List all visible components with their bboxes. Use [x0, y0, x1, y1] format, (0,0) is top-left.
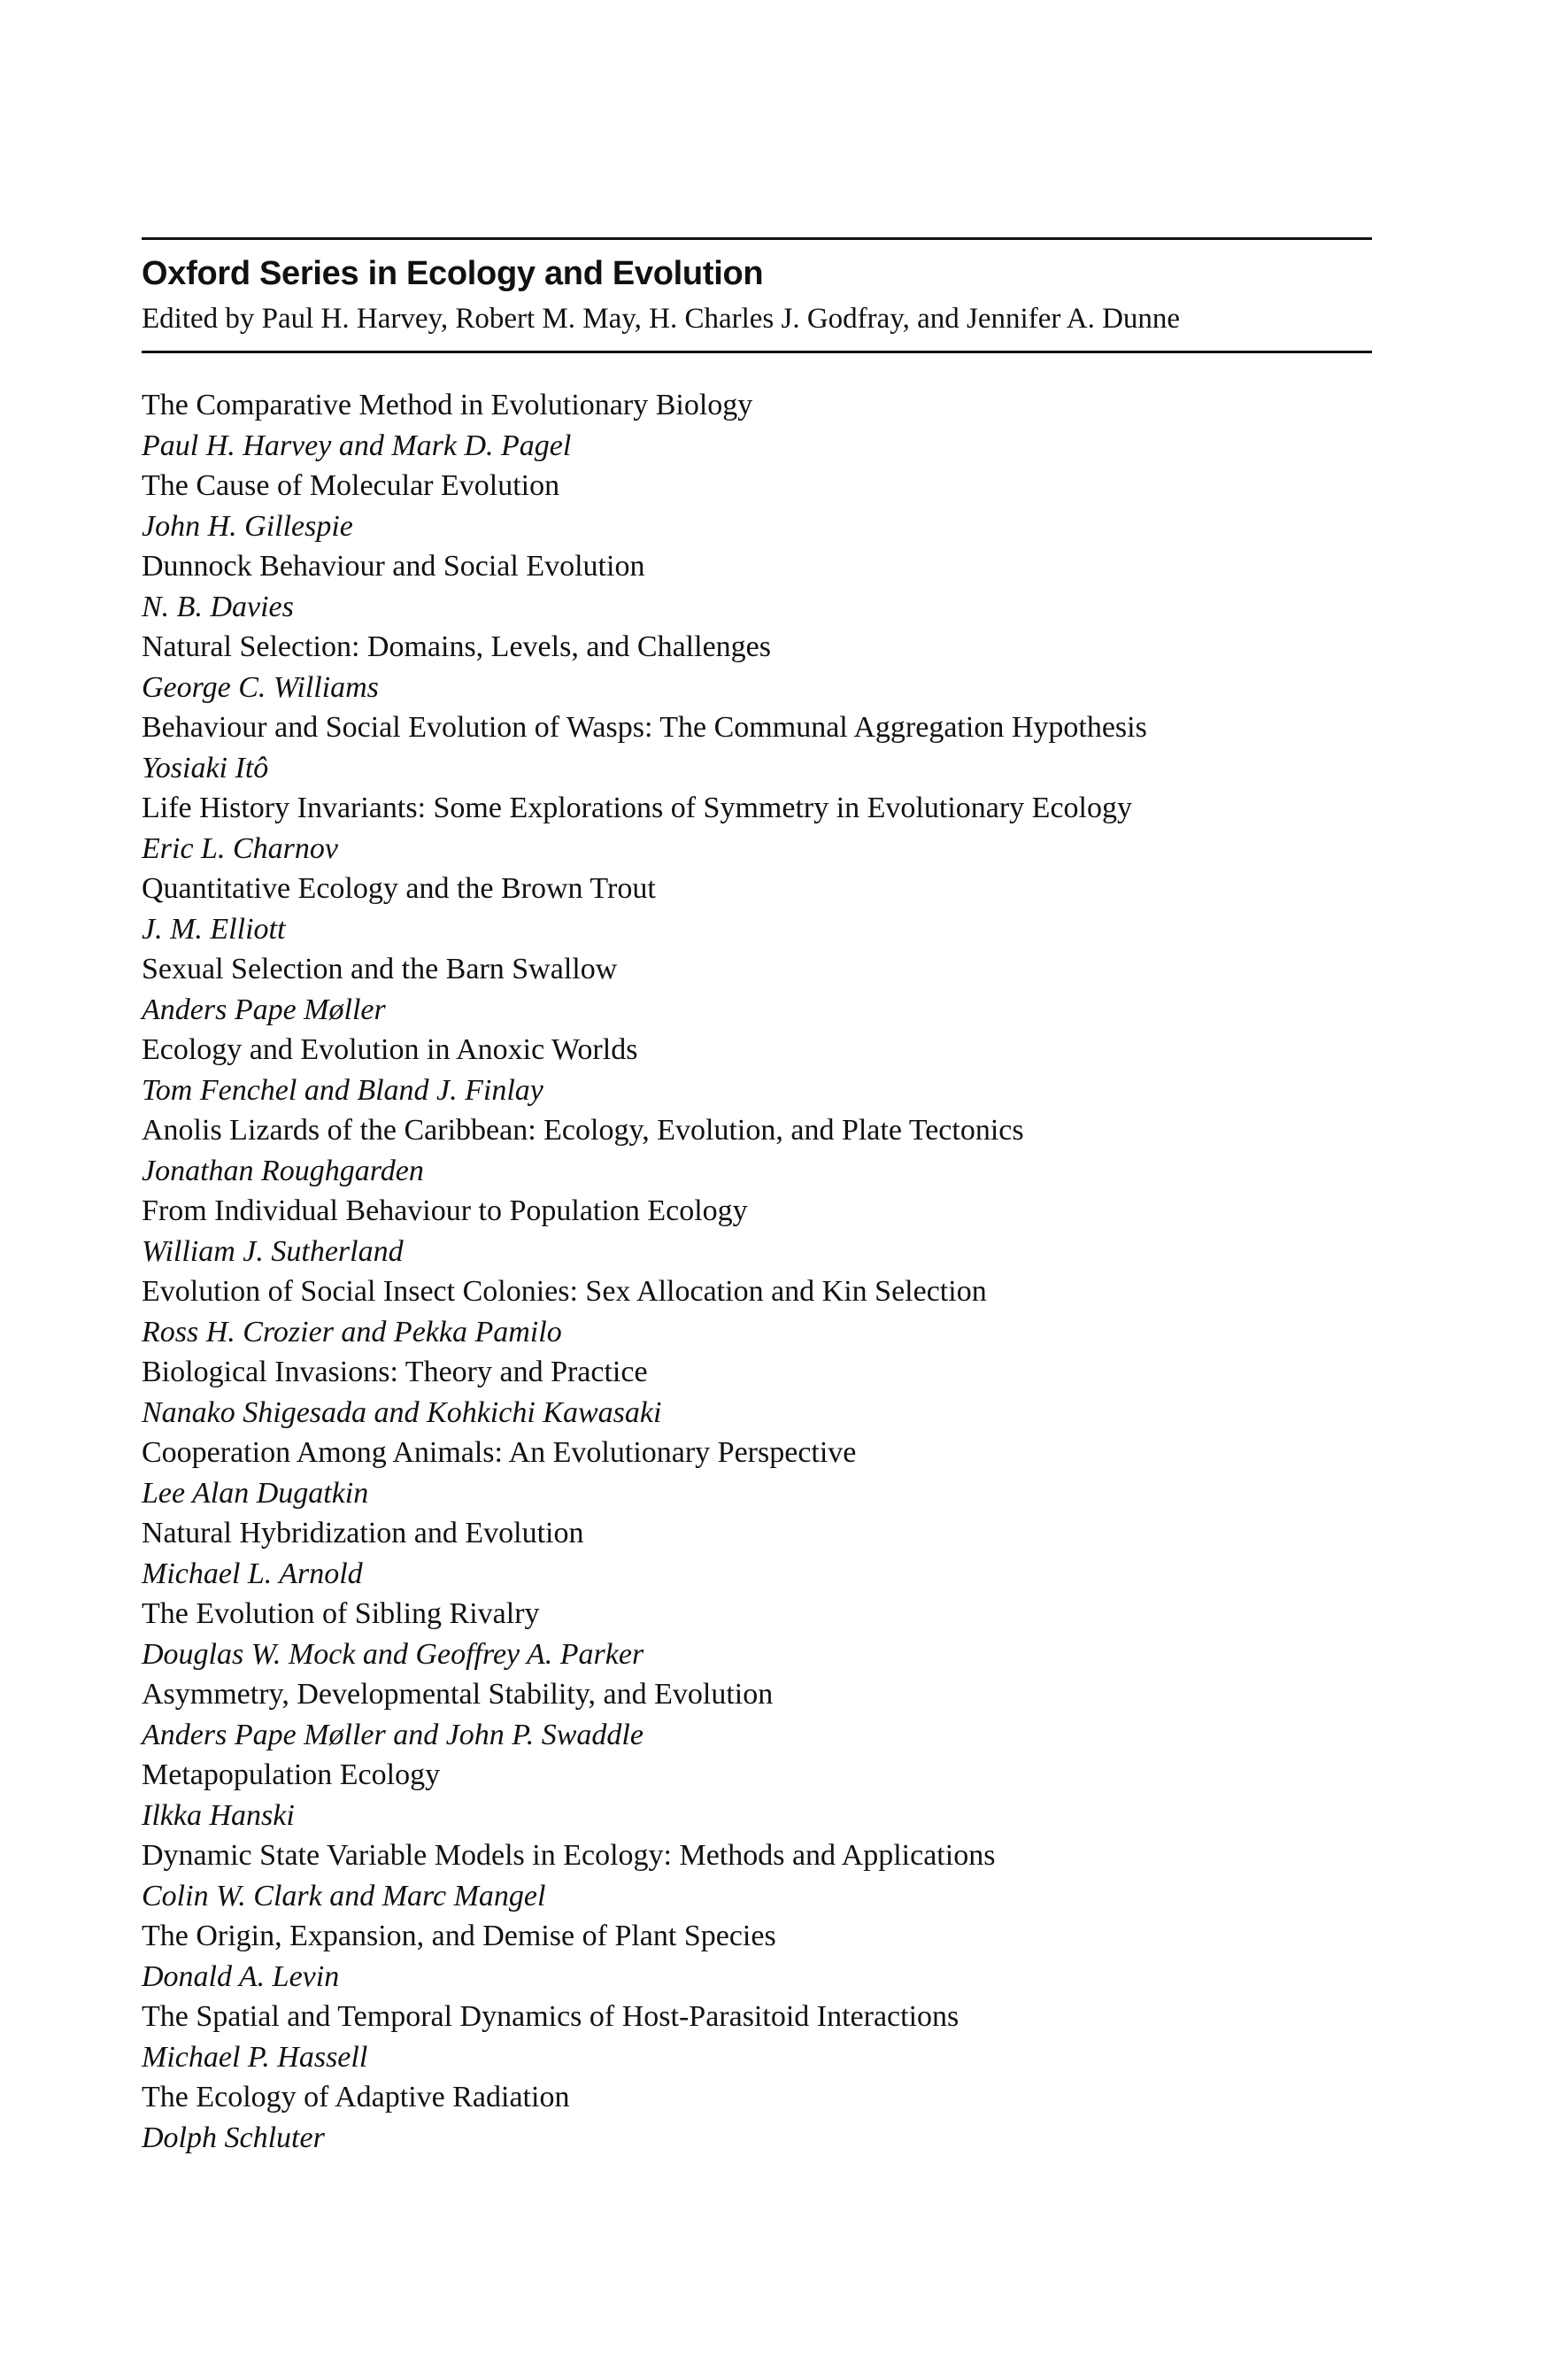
- book-title: Life History Invariants: Some Explorations of Symmetry in Evolutionary Ecology: [142, 792, 1132, 824]
- book-author: William J. Sutherland: [142, 1234, 404, 1268]
- book-author: Lee Alan Dugatkin: [142, 1476, 369, 1510]
- book-author: Anders Pape Møller and John P. Swaddle: [142, 1718, 643, 1751]
- book-entry: [142, 1191, 1372, 1271]
- book-author: Colin W. Clark and Marc Mangel: [142, 1879, 546, 1912]
- book-entry: [142, 1674, 1372, 1755]
- book-title: Sexual Selection and the Barn Swallow: [142, 953, 618, 985]
- book-author: N. B. Davies: [142, 590, 294, 623]
- book-title: Anolis Lizards of the Caribbean: Ecology, Evolution, and Plate Tectonics: [142, 1114, 1024, 1147]
- book-title: Dunnock Behaviour and Social Evolution: [142, 550, 645, 583]
- book-entry: [142, 1594, 1372, 1674]
- book-author: Anders Pape Møller: [142, 993, 386, 1026]
- book-author: George C. Williams: [142, 670, 379, 704]
- book-author: J. M. Elliott: [142, 912, 286, 946]
- book-title: Quantitative Ecology and the Brown Trout: [142, 872, 656, 905]
- book-author: Dolph Schluter: [142, 2121, 325, 2154]
- book-author: Michael L. Arnold: [142, 1557, 363, 1590]
- book-entry: [142, 707, 1372, 788]
- book-entry: [142, 1997, 1372, 2077]
- book-title: Cooperation Among Animals: An Evolutionary Perspective: [142, 1436, 857, 1469]
- book-title: From Individual Behaviour to Population Ecology: [142, 1194, 748, 1227]
- header-bottom-rule: [142, 351, 1372, 353]
- book-author: Tom Fenchel and Bland J. Finlay: [142, 1073, 543, 1107]
- book-author: Douglas W. Mock and Geoffrey A. Parker: [142, 1637, 644, 1671]
- book-entry: [142, 949, 1372, 1030]
- book-entry: [142, 385, 1372, 466]
- book-title: The Comparative Method in Evolutionary Biology: [142, 389, 753, 421]
- book-title: The Spatial and Temporal Dynamics of Host-Parasitoid Interactions: [142, 2000, 959, 2033]
- book-title: Behaviour and Social Evolution of Wasps: The Communal Aggregation Hypothesis: [142, 711, 1147, 744]
- book-author: Jonathan Roughgarden: [142, 1154, 424, 1187]
- book-entry: [142, 1110, 1372, 1191]
- book-title: Biological Invasions: Theory and Practice: [142, 1356, 648, 1388]
- book-title: Asymmetry, Developmental Stability, and Evolution: [142, 1678, 774, 1711]
- book-author: Donald A. Levin: [142, 1959, 340, 1993]
- book-entry: [142, 466, 1372, 546]
- top-rule: [142, 237, 1372, 240]
- book-author: Yosiaki Itô: [142, 751, 269, 784]
- book-author: Paul H. Harvey and Mark D. Pagel: [142, 429, 572, 462]
- book-entry: [142, 1271, 1372, 1352]
- book-entry: [142, 546, 1372, 627]
- book-entry: [142, 1755, 1372, 1835]
- book-author: Ross H. Crozier and Pekka Pamilo: [142, 1315, 562, 1348]
- book-title: Metapopulation Ecology: [142, 1758, 441, 1791]
- book-entry: [142, 627, 1372, 707]
- book-author: Michael P. Hassell: [142, 2040, 368, 2074]
- book-list: [142, 385, 1372, 2158]
- book-title: Natural Hybridization and Evolution: [142, 1517, 584, 1549]
- book-title: Evolution of Social Insect Colonies: Sex Allocation and Kin Selection: [142, 1275, 987, 1308]
- book-title: The Ecology of Adaptive Radiation: [142, 2081, 570, 2113]
- series-title: Oxford Series in Ecology and Evolution: [142, 255, 764, 292]
- book-entry: [142, 1030, 1372, 1110]
- book-author: John H. Gillespie: [142, 509, 353, 543]
- book-entry: [142, 869, 1372, 949]
- book-title: Dynamic State Variable Models in Ecology: Methods and Applications: [142, 1839, 996, 1872]
- book-entry: [142, 1916, 1372, 1997]
- book-title: The Cause of Molecular Evolution: [142, 469, 560, 502]
- book-title: Ecology and Evolution in Anoxic Worlds: [142, 1033, 638, 1066]
- series-editors: Edited by Paul H. Harvey, Robert M. May, H. Charles J. Godfray, and Jennifer A. Dunne: [142, 303, 1181, 335]
- book-entry: [142, 1835, 1372, 1916]
- book-title: Natural Selection: Domains, Levels, and Challenges: [142, 630, 771, 663]
- book-entry: [142, 1352, 1372, 1433]
- book-entry: [142, 788, 1372, 869]
- book-entry: [142, 1433, 1372, 1513]
- book-author: Ilkka Hanski: [142, 1798, 295, 1832]
- book-author: Nanako Shigesada and Kohkichi Kawasaki: [142, 1395, 662, 1429]
- book-title: The Origin, Expansion, and Demise of Plant Species: [142, 1920, 776, 1952]
- series-page: [142, 237, 1372, 2158]
- book-entry: [142, 2077, 1372, 2158]
- book-title: The Evolution of Sibling Rivalry: [142, 1597, 540, 1630]
- book-author: Eric L. Charnov: [142, 831, 338, 865]
- book-entry: [142, 1513, 1372, 1594]
